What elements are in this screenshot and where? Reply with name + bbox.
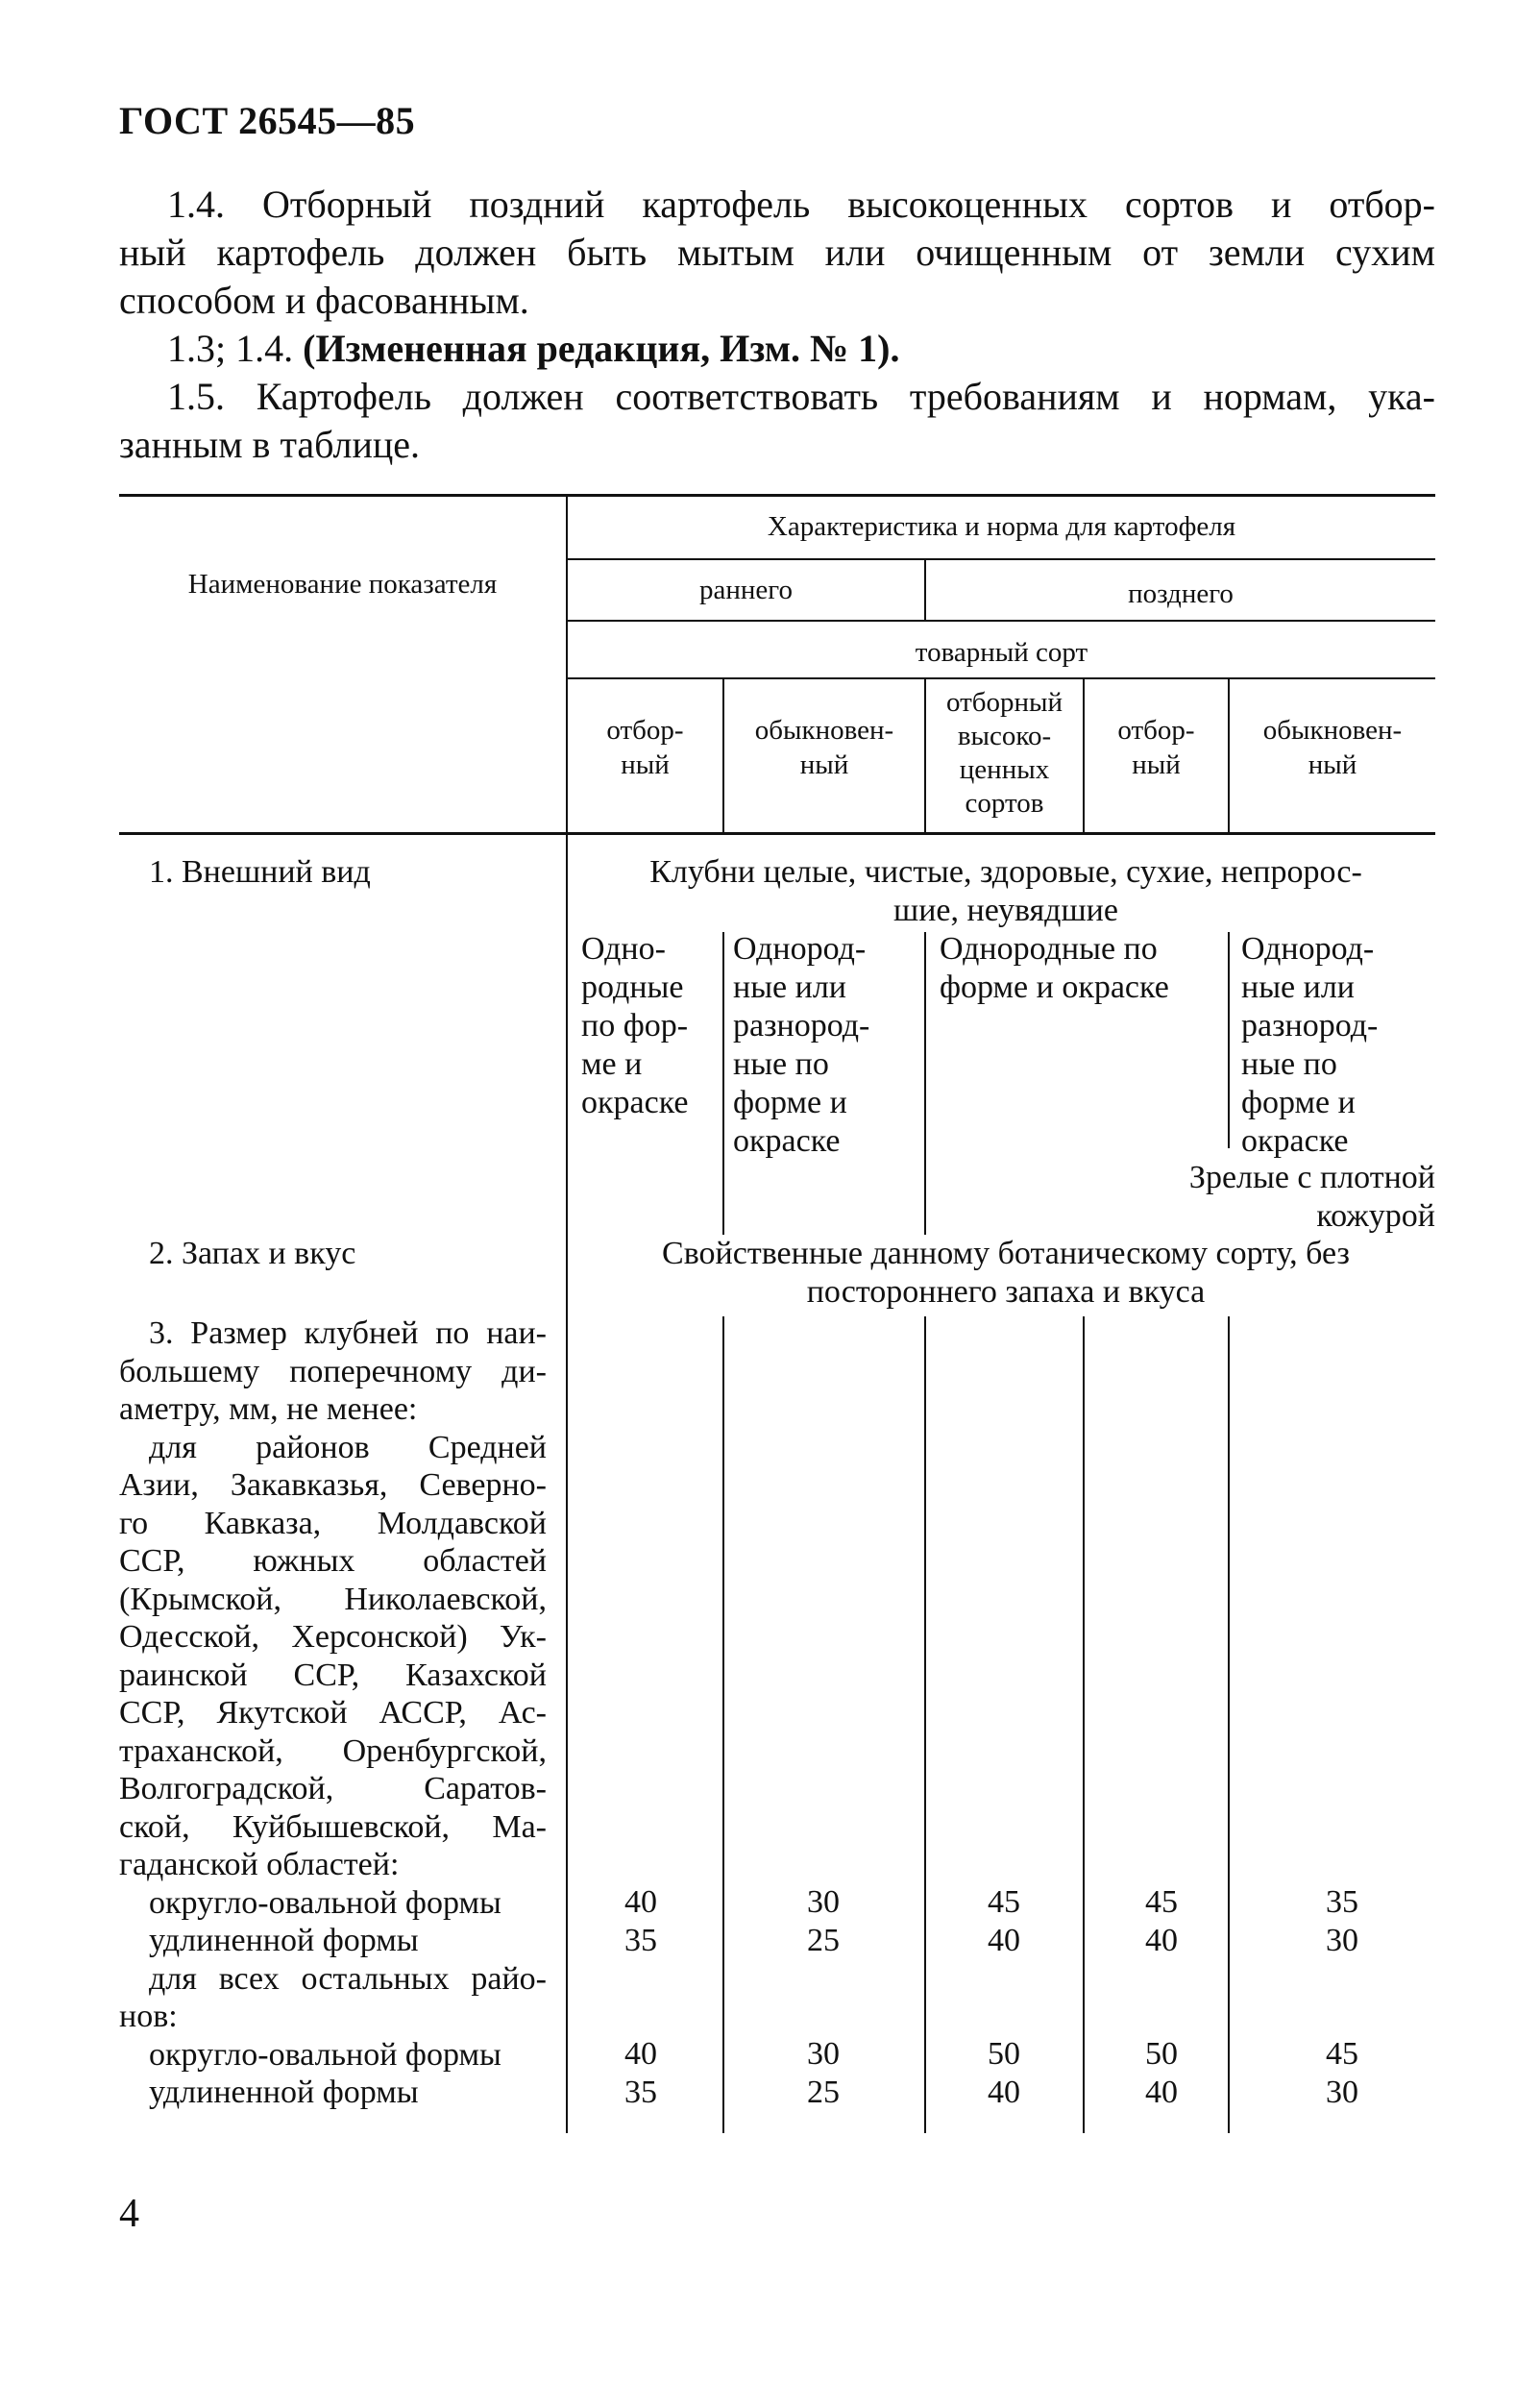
value-other-round-early-selected: 40: [624, 2036, 657, 2072]
row1-late-ordinary: [1241, 930, 1378, 1161]
row3-line: округло-овальной формы: [149, 2036, 501, 2073]
table-rule: [924, 1316, 926, 2133]
table-rule: [567, 620, 1435, 622]
value-south-round-early-ordinary: 30: [807, 1884, 840, 1920]
table-header-rule: [119, 832, 1435, 835]
row3-line: ской, Куйбышевской, Ма-: [119, 1808, 547, 1845]
cell-line: Однород-: [1241, 931, 1375, 967]
cell-line: Однородные по: [940, 931, 1158, 967]
cell-line: ные или: [1241, 970, 1355, 1005]
cell-line: Одно-: [581, 931, 666, 967]
paragraph-line: ный картофель должен быть мытым или очищенным от земли сухим: [119, 231, 1435, 274]
subheader-line: сортов: [965, 788, 1044, 819]
value-other-long-late-ordinary: 30: [1326, 2075, 1358, 2110]
paragraph-line: занным в таблице.: [119, 423, 421, 466]
row3-line: Одесской, Херсонской) Ук-: [119, 1619, 547, 1655]
row1-span-line: шие, неувядшие: [893, 893, 1118, 928]
amendment-prefix: 1.3; 1.4.: [167, 327, 304, 370]
cell-line: ме и: [581, 1046, 643, 1082]
table-rule: [1228, 1316, 1230, 2133]
subheader-line: ный: [621, 749, 670, 780]
row2-span-line: постороннего запаха и вкуса: [806, 1274, 1206, 1310]
row3-line: округло-овальной формы: [149, 1884, 501, 1921]
value-south-round-late-highvalue: 45: [988, 1884, 1020, 1920]
amendment-note: [119, 325, 1435, 373]
subheader-line: ный: [1308, 749, 1357, 780]
row1-span-line: Клубни целые, чистые, здоровые, сухие, непророс-: [649, 854, 1362, 890]
grade-header: товарный сорт: [915, 637, 1088, 668]
row2-label: 2. Запах и вкус: [149, 1236, 356, 1271]
row3-label: [119, 1314, 547, 2112]
cell-line: окраске: [733, 1123, 841, 1159]
table-rule: [566, 834, 568, 2133]
subheader-line: обыкновен-: [754, 715, 894, 746]
value-south-long-early-selected: 35: [624, 1923, 657, 1958]
value-other-long-late-selected: 40: [1145, 2075, 1178, 2110]
row3-line: аметру, мм, не менее:: [119, 1391, 418, 1427]
subheader-line: высоко-: [957, 721, 1052, 751]
table-rule: [722, 932, 724, 1235]
row3-line: гаданской областей:: [119, 1847, 400, 1882]
row3-line: удлиненной формы: [149, 2075, 419, 2110]
paragraph-line: 1.5. Картофель должен соответствовать требованиям и нормам, ука-: [167, 375, 1435, 418]
value-south-long-late-highvalue: 40: [988, 1923, 1020, 1958]
paragraph-line: способом и фасованным.: [119, 279, 529, 322]
row1-early-ordinary: [733, 930, 869, 1161]
subheader-early-selected: [568, 713, 722, 782]
cell-line: разнород-: [733, 1008, 870, 1044]
row2-span-line: Свойственные данному ботаническому сорту, без: [662, 1236, 1350, 1271]
amendment-bold: (Измененная редакция, Изм. № 1).: [303, 327, 900, 370]
value-south-long-late-selected: 40: [1145, 1923, 1178, 1958]
value-other-long-late-highvalue: 40: [988, 2075, 1020, 2110]
row3-line: раинской ССР, Казахской: [119, 1657, 547, 1693]
subheader-late-selected: [1085, 713, 1228, 782]
value-other-round-late-selected: 50: [1145, 2036, 1178, 2072]
early-header: раннего: [699, 575, 793, 605]
row1-mature-note: [1086, 1159, 1435, 1236]
row1-late-highvalue-selected: [940, 930, 1169, 1007]
subheader-early-ordinary: [724, 713, 924, 782]
row3-line: большему поперечному ди-: [119, 1353, 547, 1389]
cell-line: окраске: [581, 1085, 689, 1120]
col-indicator-header: Наименование показателя: [187, 569, 498, 600]
cell-line: разнород-: [1241, 1008, 1379, 1044]
subheader-line: ный: [799, 749, 849, 780]
cell-line: форме и окраске: [940, 970, 1169, 1005]
row1-early-selected: [581, 930, 688, 1122]
value-south-round-late-ordinary: 35: [1326, 1884, 1358, 1920]
paragraph-1-4: [119, 181, 1435, 325]
row3-line: удлиненной формы: [149, 1923, 419, 1958]
cell-line: Однород-: [733, 931, 867, 967]
row1-span: [588, 853, 1424, 930]
value-other-long-early-selected: 35: [624, 2075, 657, 2110]
paragraph-line: 1.4. Отборный поздний картофель высокоценных сортов и отбор-: [167, 183, 1435, 226]
value-south-long-early-ordinary: 25: [807, 1923, 840, 1958]
table-rule: [567, 677, 1435, 679]
col-group-header: Характеристика и норма для картофеля: [767, 511, 1236, 542]
row3-line: 3. Размер клубней по наи-: [149, 1315, 547, 1351]
document-header: ГОСТ 26545—85: [119, 99, 416, 142]
table-rule: [1083, 1316, 1085, 2133]
row3-line: траханской, Оренбургской,: [119, 1732, 547, 1769]
value-south-round-late-selected: 45: [1145, 1884, 1178, 1920]
row2-span: [588, 1235, 1424, 1312]
cell-line: по фор-: [581, 1008, 689, 1044]
table-rule: [1228, 932, 1230, 1148]
value-south-round-early-selected: 40: [624, 1884, 657, 1920]
subheader-line: отбор-: [606, 715, 684, 746]
row3-line: Волгоградской, Саратов-: [119, 1771, 547, 1806]
row3-line: ССР, Якутской АССР, Ас-: [119, 1695, 547, 1731]
table-rule: [924, 932, 926, 1235]
subheader-late-ordinary: [1230, 713, 1435, 782]
table-top-rule: [119, 494, 1435, 497]
cell-line: форме и: [733, 1085, 847, 1120]
cell-line: родные: [581, 970, 684, 1005]
value-other-round-late-ordinary: 45: [1326, 2036, 1358, 2072]
subheader-line: обыкновен-: [1262, 715, 1403, 746]
paragraph-1-5: [119, 373, 1435, 469]
row3-line: для районов Средней: [149, 1429, 547, 1465]
subheader-line: ный: [1132, 749, 1181, 780]
row3-line: ССР, южных областей: [119, 1543, 547, 1579]
cell-line: ные по: [1241, 1046, 1337, 1082]
table-rule: [567, 558, 1435, 560]
value-other-round-late-highvalue: 50: [988, 2036, 1020, 2072]
page-number: 4: [119, 2192, 139, 2236]
table-rule: [722, 1316, 724, 2133]
subheader-late-highvalue: [926, 686, 1083, 821]
row3-line: Азии, Закавказья, Северно-: [119, 1467, 547, 1503]
cell-line: форме и: [1241, 1085, 1356, 1120]
row3-line: го Кавказа, Молдавской: [119, 1505, 547, 1541]
value-other-round-early-ordinary: 30: [807, 2036, 840, 2072]
row1-label: 1. Внешний вид: [149, 854, 371, 890]
late-header: позднего: [1128, 578, 1234, 609]
cell-line: окраске: [1241, 1123, 1349, 1159]
subheader-line: отборный: [945, 687, 1063, 718]
row3-line: для всех остальных райо-: [149, 1960, 547, 1997]
subheader-line: ценных: [959, 754, 1050, 785]
cell-line: ные по: [733, 1046, 829, 1082]
subheader-line: отбор-: [1117, 715, 1195, 746]
row3-line: нов:: [119, 1999, 178, 2034]
value-south-long-late-ordinary: 30: [1326, 1923, 1358, 1958]
row3-line: (Крымской, Николаевской,: [119, 1581, 547, 1617]
value-other-long-early-ordinary: 25: [807, 2075, 840, 2110]
cell-line: кожурой: [1316, 1198, 1435, 1234]
cell-line: ные или: [733, 970, 846, 1005]
cell-line: Зрелые с плотной: [1188, 1160, 1435, 1195]
